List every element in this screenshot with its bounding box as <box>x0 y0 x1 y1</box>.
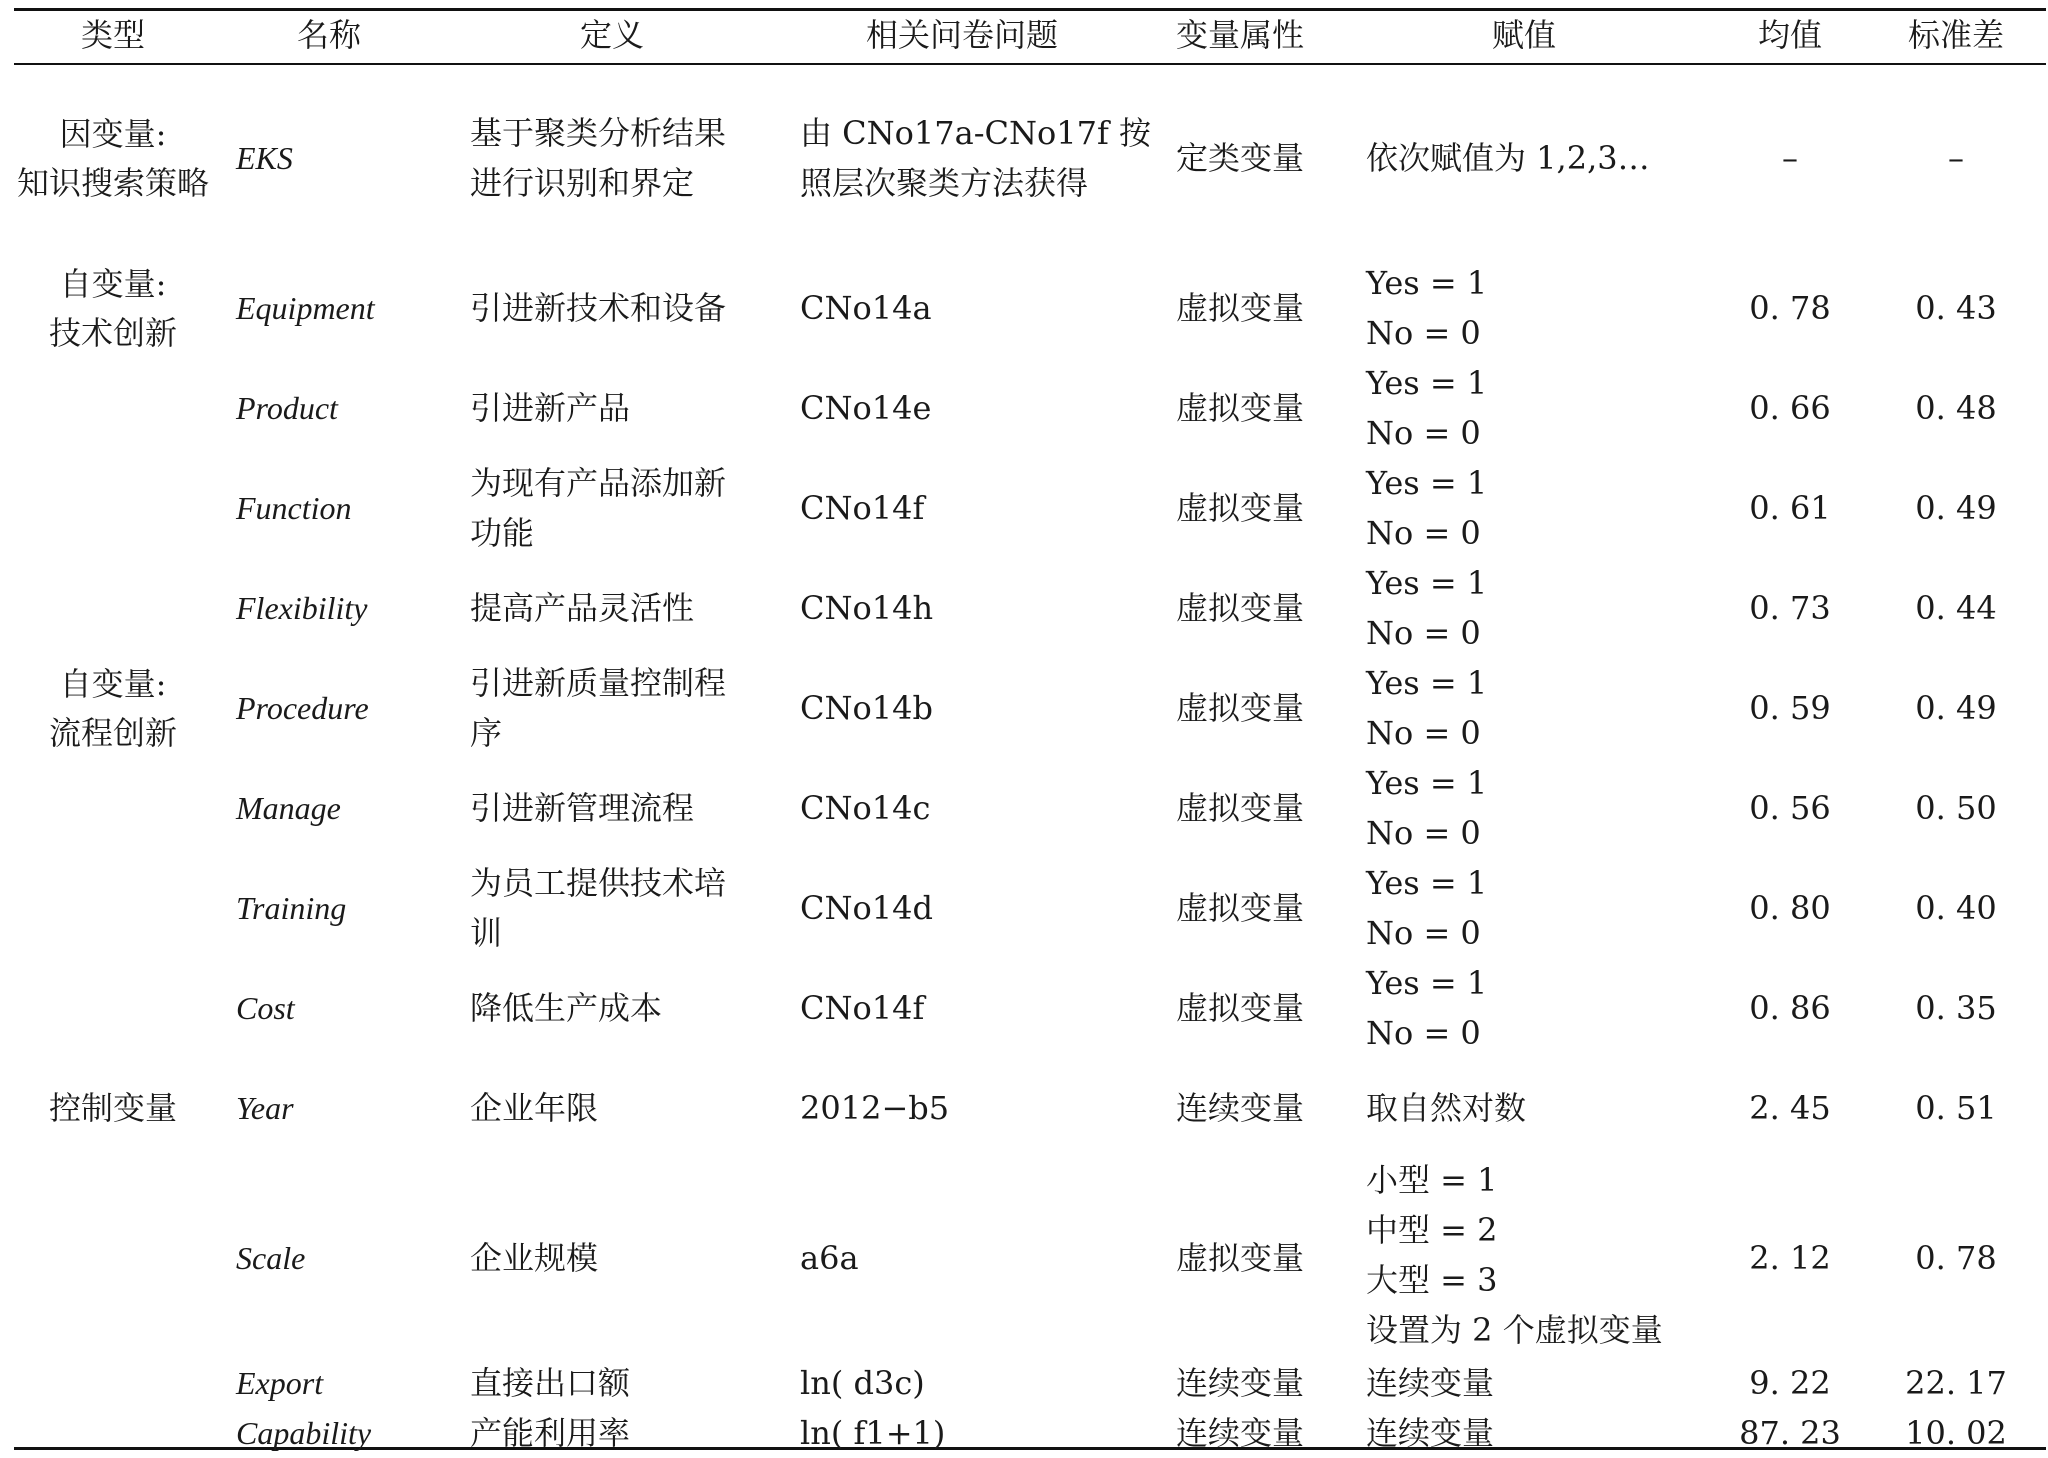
questionnaire-item: CNo14e <box>800 389 932 427</box>
questionnaire-item: a6a <box>800 1239 859 1277</box>
sd-value: – <box>1948 139 1964 177</box>
variable-definition: 进行识别和界定 <box>470 164 695 202</box>
variable-name: Cost <box>236 990 295 1026</box>
mean-value: 9. 22 <box>1749 1364 1831 1402</box>
variable-name: Scale <box>236 1240 306 1276</box>
assignment-value: Yes = 1 <box>1366 964 1488 1002</box>
assignment-value: 中型 = 2 <box>1366 1211 1498 1249</box>
sd-value: 0. 44 <box>1915 589 1997 627</box>
mean-value: 0. 80 <box>1749 889 1831 927</box>
variable-definition: 功能 <box>470 514 535 552</box>
questionnaire-item: CNo14d <box>800 889 933 927</box>
variable-name: Training <box>236 890 347 926</box>
assignment-value: 连续变量 <box>1366 1364 1495 1402</box>
assignment-value: 取自然对数 <box>1366 1089 1527 1127</box>
variable-attribute: 虚拟变量 <box>1175 989 1305 1027</box>
assignment-value: 小型 = 1 <box>1366 1161 1498 1199</box>
variable-name: Equipment <box>236 290 375 326</box>
variable-name: Procedure <box>236 690 369 726</box>
table-header-rule <box>14 63 2046 65</box>
variable-attribute: 连续变量 <box>1175 1364 1305 1402</box>
sd-value: 0. 78 <box>1915 1239 1997 1277</box>
assignment-value: No = 0 <box>1366 414 1481 452</box>
variable-definition: 序 <box>470 714 503 752</box>
sd-value: 0. 43 <box>1915 289 1997 327</box>
mean-value: 0. 86 <box>1749 989 1831 1027</box>
variable-definition: 企业规模 <box>470 1239 599 1277</box>
header-type: 类型 <box>80 16 146 54</box>
mean-value: 0. 73 <box>1749 589 1831 627</box>
assignment-value: Yes = 1 <box>1366 664 1488 702</box>
assignment-value: 连续变量 <box>1366 1414 1495 1452</box>
assignment-value: No = 0 <box>1366 914 1481 952</box>
variable-definition: 引进新质量控制程 <box>470 664 727 702</box>
assignment-value: Yes = 1 <box>1366 764 1488 802</box>
variable-name: Capability <box>236 1415 372 1451</box>
variable-attribute: 虚拟变量 <box>1175 489 1305 527</box>
variable-attribute: 连续变量 <box>1175 1414 1305 1452</box>
mean-value: 87. 23 <box>1739 1414 1841 1452</box>
variable-name: Manage <box>236 790 341 826</box>
assignment-value: No = 0 <box>1366 314 1481 352</box>
mean-value: 0. 61 <box>1749 489 1831 527</box>
questionnaire-item: CNo14a <box>800 289 932 327</box>
variable-definition: 提高产品灵活性 <box>470 589 695 627</box>
variable-definition: 训 <box>470 914 503 952</box>
variable-name: EKS <box>236 140 293 176</box>
variable-name: Year <box>236 1090 294 1126</box>
variable-definition: 为员工提供技术培 <box>470 864 727 902</box>
assignment-value: Yes = 1 <box>1366 864 1488 902</box>
variable-definition: 产能利用率 <box>470 1414 631 1452</box>
assignment-value: No = 0 <box>1366 814 1481 852</box>
variable-attribute: 虚拟变量 <box>1175 289 1305 327</box>
mean-value: 0. 56 <box>1749 789 1831 827</box>
assignment-value: 大型 = 3 <box>1366 1261 1498 1299</box>
assignment-value: No = 0 <box>1366 1014 1481 1052</box>
questionnaire-item: CNo14h <box>800 589 934 627</box>
questionnaire-item: CNo14f <box>800 989 925 1027</box>
mean-value: 0. 78 <box>1749 289 1831 327</box>
variable-definition: 企业年限 <box>470 1089 599 1127</box>
header-assignment: 赋值 <box>1491 16 1557 54</box>
variable-attribute: 连续变量 <box>1175 1089 1305 1127</box>
variable-definition: 基于聚类分析结果 <box>470 114 727 152</box>
sd-value: 0. 35 <box>1915 989 1997 1027</box>
variable-attribute: 虚拟变量 <box>1175 589 1305 627</box>
variable-name: Product <box>236 390 338 426</box>
header-name: 名称 <box>296 16 362 54</box>
header-attribute: 变量属性 <box>1175 16 1305 54</box>
variable-definition: 引进新技术和设备 <box>470 289 727 327</box>
assignment-value: No = 0 <box>1366 714 1481 752</box>
header-question: 相关问卷问题 <box>865 16 1059 54</box>
variable-attribute: 虚拟变量 <box>1175 389 1305 427</box>
assignment-value: 设置为 2 个虚拟变量 <box>1366 1311 1663 1349</box>
mean-value: 0. 66 <box>1749 389 1831 427</box>
questionnaire-item: CNo14f <box>800 489 925 527</box>
questionnaire-item: 由 CNo17a-CNo17f 按 <box>800 114 1152 152</box>
questionnaire-item: CNo14c <box>800 789 931 827</box>
variable-definition: 降低生产成本 <box>470 989 663 1027</box>
questionnaire-item: ln( d3c) <box>800 1364 925 1402</box>
assignment-value: No = 0 <box>1366 614 1481 652</box>
header-sd: 标准差 <box>1907 16 2005 54</box>
sd-value: 0. 49 <box>1915 689 1997 727</box>
variable-definition: 引进新管理流程 <box>470 789 695 827</box>
variable-name: Export <box>236 1365 324 1401</box>
variable-definition: 引进新产品 <box>470 389 631 427</box>
variable-attribute: 虚拟变量 <box>1175 689 1305 727</box>
variable-name: Function <box>236 490 352 526</box>
variable-definition: 为现有产品添加新 <box>470 464 727 502</box>
variable-definition: 直接出口额 <box>470 1364 631 1402</box>
variable-attribute: 定类变量 <box>1175 139 1305 177</box>
assignment-value: Yes = 1 <box>1366 264 1488 302</box>
variable-name: Flexibility <box>236 590 368 626</box>
questionnaire-item: 照层次聚类方法获得 <box>800 164 1089 202</box>
sd-value: 22. 17 <box>1905 1364 2007 1402</box>
header-definition: 定义 <box>579 16 645 54</box>
questionnaire-item: ln( f1+1) <box>800 1414 946 1452</box>
variable-attribute: 虚拟变量 <box>1175 1239 1305 1277</box>
assignment-value: Yes = 1 <box>1366 364 1488 402</box>
header-mean: 均值 <box>1757 16 1823 54</box>
sd-value: 10. 02 <box>1905 1414 2007 1452</box>
assignment-value: Yes = 1 <box>1366 464 1488 502</box>
questionnaire-item: 2012−b5 <box>800 1089 950 1127</box>
sd-value: 0. 51 <box>1915 1089 1997 1127</box>
mean-value: 2. 45 <box>1749 1089 1831 1127</box>
mean-value: – <box>1782 139 1798 177</box>
variable-attribute: 虚拟变量 <box>1175 789 1305 827</box>
mean-value: 2. 12 <box>1749 1239 1831 1277</box>
mean-value: 0. 59 <box>1749 689 1831 727</box>
assignment-value: 依次赋值为 1,2,3… <box>1366 139 1650 177</box>
sd-value: 0. 48 <box>1915 389 1997 427</box>
sd-value: 0. 50 <box>1915 789 1997 827</box>
assignment-value: No = 0 <box>1366 514 1481 552</box>
assignment-value: Yes = 1 <box>1366 564 1488 602</box>
sd-value: 0. 49 <box>1915 489 1997 527</box>
questionnaire-item: CNo14b <box>800 689 933 727</box>
variable-attribute: 虚拟变量 <box>1175 889 1305 927</box>
sd-value: 0. 40 <box>1915 889 1997 927</box>
